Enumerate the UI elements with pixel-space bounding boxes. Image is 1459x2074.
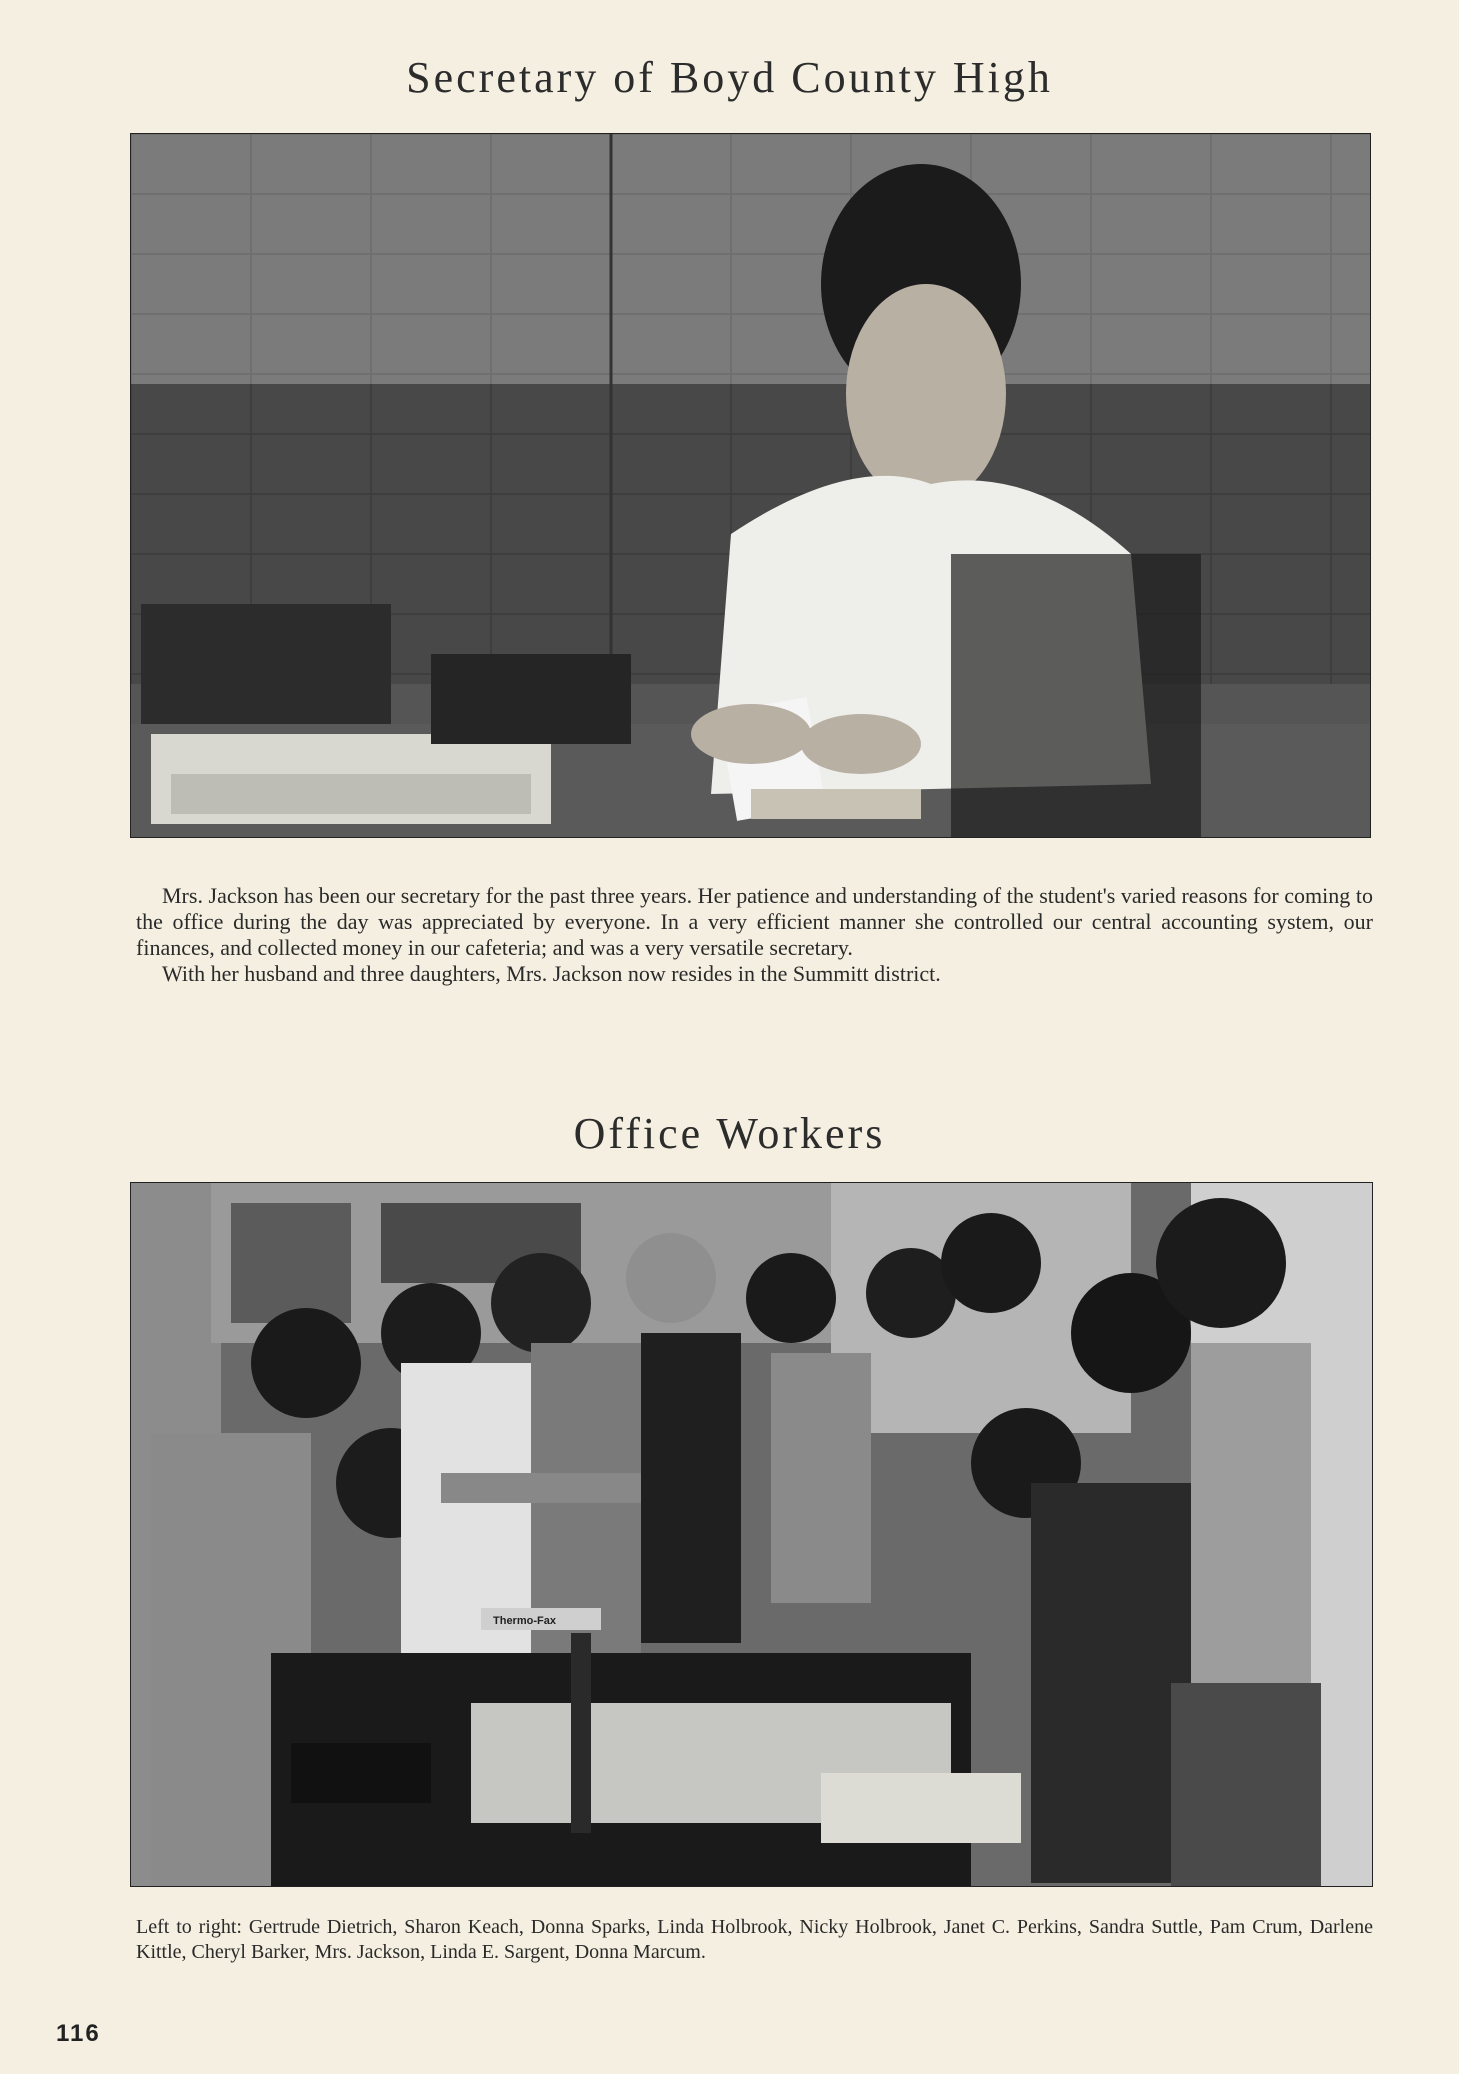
secretary-caption [136,883,1373,987]
office-workers-photo [130,1182,1373,1887]
office-workers-caption: Left to right: Gertrude Dietrich, Sharon Keach, Donna Sparks, Linda Holbrook, Nicky Holbrook, Janet C. Perkins, Sandra Suttle, Pam Crum, Darlene Kittle, Cheryl Barker, Mrs. Jackson, Linda E. Sargent, Donna Marcum. [136,1916,1373,1963]
thermofax-label: Thermo-Fax [493,1615,556,1627]
office-workers-heading: Office Workers [573,1109,886,1158]
secretary-paragraph-2: With her husband and three daughters, Mrs. Jackson now resides in the Summitt district. [162,961,941,986]
page-number: 116 [56,2020,101,2047]
secretary-paragraph-1: Mrs. Jackson has been our secretary for the past three years. Her patience and understanding of the student's varied reasons for coming to the office during the day was appreciated by everyone. In a very efficient manner she controlled our central accounting system, our finances, and collected money in our cafeteria; and was a very versatile secretary. [136,883,1373,960]
secretary-heading: Secretary of Boyd County High [406,53,1053,102]
secretary-photo [130,133,1371,838]
